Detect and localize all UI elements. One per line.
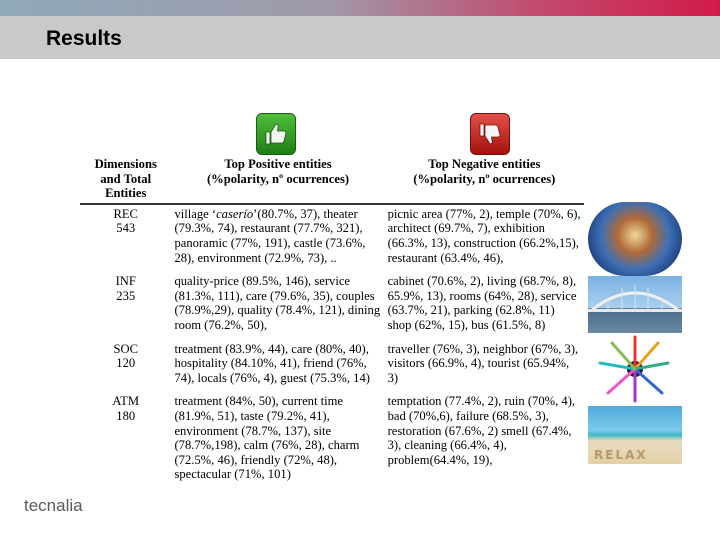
header-positive-line: (%polarity, nº ocurrences) — [206, 171, 350, 186]
negative-entities-cell: temptation (77.4%, 2), ruin (70%, 4), bad (70%,6), failure (68.5%, 3), restoration (67.6%, 2) smell (67.4%, 3), cleaning (66.4%, 4), problem(64.4%, 19), — [387, 394, 576, 467]
dimension-cell — [80, 342, 171, 395]
header-dimensions-line: and Total — [100, 171, 152, 186]
positive-entities-cell: quality-price (89.5%, 146), service (81.3%, 111), care (79.6%, 35), couples (78.9%,29), quality (78.4%, 121), dining room (76.2%, 50), — [174, 274, 381, 332]
dimension-code: REC — [113, 206, 138, 221]
dimension-cell — [80, 274, 171, 341]
table-header-row — [80, 156, 584, 204]
header-dimensions-line: Entities — [105, 186, 147, 201]
dimension-total: 180 — [116, 408, 136, 423]
negative-entities-cell: picnic area (77%, 2), temple (70%, 6), architect (69.7%, 7), exhibition (66.3%, 13), construction (66.2%,15), restaurant (63.4%, 46), — [387, 206, 581, 265]
social-people-image — [588, 333, 682, 403]
header-dimensions — [80, 156, 171, 204]
dimension-code: ATM — [112, 394, 140, 409]
dimension-code: SOC — [113, 341, 138, 356]
results-table — [80, 156, 584, 491]
dimension-total: 120 — [116, 356, 136, 371]
relax-sign-text: RELAX — [594, 448, 648, 462]
negative-entities-cell: cabinet (70.6%, 2), living (68.7%, 8), 65.9%, 13), rooms (64%, 28), service (63.7%, 21), parking (62.8%, 11) shop (62%, 15), bus (61.5%, 8) — [387, 274, 577, 332]
people-circle-drawing — [588, 333, 682, 403]
header-dimensions-line: Dimensions — [94, 157, 157, 171]
slide-title: Results — [46, 27, 122, 50]
dimension-code: INF — [115, 274, 136, 289]
positive-entities-cell: treatment (84%, 50), current time (81.9%, 51), taste (79.2%, 41), environment (78.7%, 137), site (78.7%,198), calm (76%, 28), charm (72.5%, 46), friendly (72%, 48), spectacular (71%, 101) — [174, 394, 360, 482]
recreation-image — [588, 202, 682, 276]
dimension-total: 543 — [116, 221, 136, 236]
thumbs-up-glyph — [264, 122, 288, 146]
header-negative-line: (%polarity, nº ocurrences) — [413, 171, 556, 186]
positive-entities-cell — [171, 204, 384, 274]
header-negative-line: Top Negative entities — [428, 157, 541, 171]
dimension-cell — [80, 204, 171, 274]
positive-text: village ‘ — [174, 206, 217, 221]
thumbs-down-glyph — [478, 122, 502, 146]
tecnalia-logo: tecnalia — [24, 496, 83, 515]
table-row — [80, 394, 584, 491]
table-row — [80, 274, 584, 341]
dimension-cell — [80, 394, 171, 491]
top-accent-bar — [0, 0, 720, 16]
positive-italic-text: caserío — [216, 206, 254, 221]
header-positive-line: Top Positive entities — [224, 157, 332, 171]
positive-text-rest: ’(80.7%, 37), theater (79.3%, 74), restaurant (77.7%, 321), panoramic (77%, 191), castle (73.6%, 28), environment (72.9%, 73), .. — [174, 206, 366, 265]
table-row — [80, 204, 584, 274]
positive-entities-cell: treatment (83.9%, 44), care (80%, 40), hospitality (84.10%, 41), friend (76%, 74), locals (76%, 4), guest (75.3%, 14) — [174, 341, 370, 385]
dimension-total: 235 — [116, 288, 136, 303]
infrastructure-bridge-image — [588, 276, 682, 334]
thumbs-up-icon — [256, 113, 296, 155]
bridge-drawing — [588, 276, 682, 334]
header-positive — [171, 156, 384, 204]
header-negative — [385, 156, 584, 204]
table-row — [80, 342, 584, 395]
thumbs-down-icon — [470, 113, 510, 155]
negative-entities-cell: traveller (76%, 3), neighbor (67%, 3), visitors (66.9%, 4), tourist (65.94%, 3) — [387, 341, 579, 385]
